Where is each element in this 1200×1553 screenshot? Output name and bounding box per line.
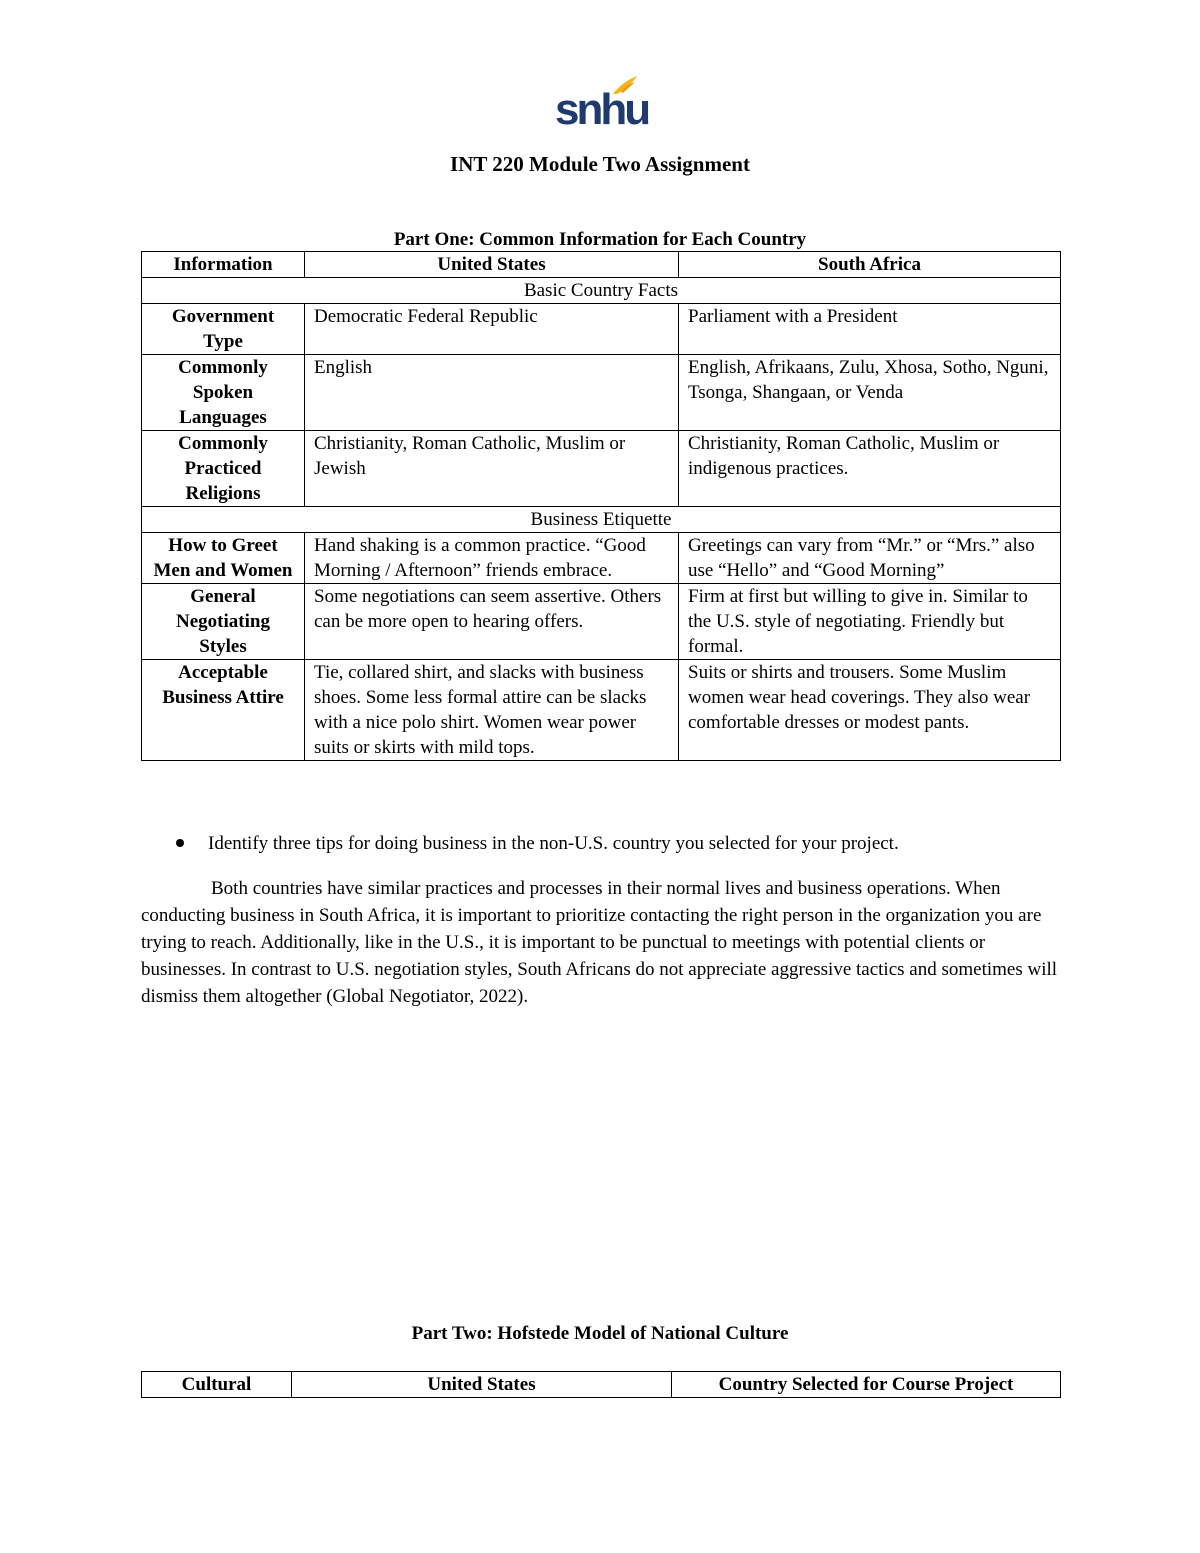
part-two-title: Part Two: Hofstede Model of National Culture	[411, 1323, 789, 1344]
column-header: South Africa	[679, 252, 1061, 278]
bullet-text: Identify three tips for doing business in the non-U.S. country you selected for your project.	[208, 833, 899, 854]
table-row	[142, 304, 1061, 355]
us-cell: Christianity, Roman Catholic, Muslim or Jewish	[305, 431, 679, 507]
sa-cell: English, Afrikaans, Zulu, Xhosa, Sotho, Nguni, Tsonga, Shangaan, or Venda	[679, 355, 1061, 431]
sa-cell: Firm at first but willing to give in. Similar to the U.S. style of negotiating. Friendly but formal.	[679, 584, 1061, 660]
us-cell: Democratic Federal Republic	[305, 304, 679, 355]
table-row	[142, 660, 1061, 761]
row-label: Acceptable Business Attire	[142, 660, 305, 761]
snhu-logo	[555, 74, 649, 134]
sa-cell: Christianity, Roman Catholic, Muslim or indigenous practices.	[679, 431, 1061, 507]
column-header: Country Selected for Course Project	[672, 1372, 1061, 1398]
section-row	[142, 507, 1061, 533]
sa-cell: Greetings can vary from “Mr.” or “Mrs.” also use “Hello” and “Good Morning”	[679, 533, 1061, 584]
document-title: INT 220 Module Two Assignment	[450, 152, 750, 176]
column-header: Cultural	[142, 1372, 292, 1398]
us-cell: English	[305, 355, 679, 431]
section-label-basic: Basic Country Facts	[142, 278, 1061, 304]
us-cell: Hand shaking is a common practice. “Good Morning / Afternoon” friends embrace.	[305, 533, 679, 584]
us-cell: Some negotiations can seem assertive. Others can be more open to hearing offers.	[305, 584, 679, 660]
row-label: Commonly Practiced Religions	[142, 431, 305, 507]
country-info-table	[141, 251, 1061, 761]
table-row	[142, 431, 1061, 507]
column-header: Information	[142, 252, 305, 278]
table-header-row	[142, 1372, 1061, 1398]
us-cell: Tie, collared shirt, and slacks with business shoes. Some less formal attire can be slacks with a nice polo shirt. Women wear power suits or skirts with mild tops.	[305, 660, 679, 761]
sa-cell: Parliament with a President	[679, 304, 1061, 355]
section-label-business: Business Etiquette	[142, 507, 1061, 533]
row-label: How to Greet Men and Women	[142, 533, 305, 584]
part-one-title: Part One: Common Information for Each Country	[393, 229, 807, 250]
column-header: United States	[305, 252, 679, 278]
row-label: Commonly Spoken Languages	[142, 355, 305, 431]
bullet-item	[176, 833, 899, 855]
section-row	[142, 278, 1061, 304]
row-label: General Negotiating Styles	[142, 584, 305, 660]
sa-cell: Suits or shirts and trousers. Some Muslim women wear head coverings. They also wear comfortable dresses or modest pants.	[679, 660, 1061, 761]
table-row	[142, 533, 1061, 584]
table-row	[142, 584, 1061, 660]
table-row	[142, 355, 1061, 431]
hofstede-table	[141, 1371, 1061, 1398]
row-label: Government Type	[142, 304, 305, 355]
body-paragraph: Both countries have similar practices and processes in their normal lives and business operations. When conducting business in South Africa, it is important to prioritize contacting the right person in the organization you are trying to reach. Additionally, like in the U.S., it is important to be punctual to meetings with potential clients or businesses. In contrast to U.S. negotiation styles, South Africans do not appreciate aggressive tactics and sometimes will dismiss them altogether (Global Negotiator, 2022).	[141, 878, 1058, 1007]
table-header-row	[142, 252, 1061, 278]
bullet-icon	[176, 839, 184, 847]
column-header: United States	[292, 1372, 672, 1398]
logo-text: snhu	[555, 85, 649, 134]
